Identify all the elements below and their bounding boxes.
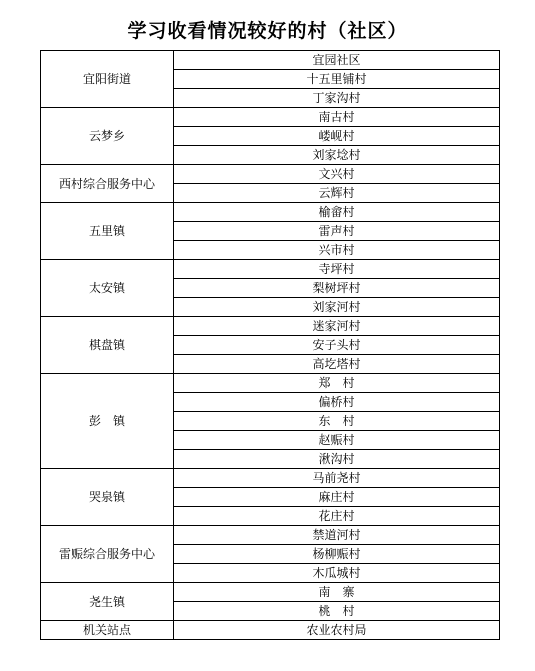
village-table-body bbox=[41, 51, 500, 640]
village-cell: 榆畲村 bbox=[174, 203, 500, 222]
village-cell: 十五里铺村 bbox=[174, 70, 500, 89]
table-row bbox=[41, 260, 500, 279]
village-cell: 湫沟村 bbox=[174, 450, 500, 469]
village-cell: 麻庄村 bbox=[174, 488, 500, 507]
village-cell: 花庄村 bbox=[174, 507, 500, 526]
table-row bbox=[41, 165, 500, 184]
village-cell: 杨柳赈村 bbox=[174, 545, 500, 564]
town-cell: 机关站点 bbox=[41, 621, 174, 640]
village-cell: 寺坪村 bbox=[174, 260, 500, 279]
town-cell: 云梦乡 bbox=[41, 108, 174, 165]
village-cell: 东 村 bbox=[174, 412, 500, 431]
village-cell: 木瓜城村 bbox=[174, 564, 500, 583]
table-row bbox=[41, 317, 500, 336]
village-cell: 刘家河村 bbox=[174, 298, 500, 317]
village-cell: 雷声村 bbox=[174, 222, 500, 241]
village-cell: 刘家埝村 bbox=[174, 146, 500, 165]
town-cell: 五里镇 bbox=[41, 203, 174, 260]
village-cell: 南古村 bbox=[174, 108, 500, 127]
village-cell: 桃 村 bbox=[174, 602, 500, 621]
table-row bbox=[41, 583, 500, 602]
town-cell: 棋盘镇 bbox=[41, 317, 174, 374]
village-cell: 赵赈村 bbox=[174, 431, 500, 450]
table-row bbox=[41, 526, 500, 545]
town-cell: 哭泉镇 bbox=[41, 469, 174, 526]
village-table bbox=[40, 50, 500, 640]
town-cell: 太安镇 bbox=[41, 260, 174, 317]
town-cell: 宜阳街道 bbox=[41, 51, 174, 108]
town-cell: 彭 镇 bbox=[41, 374, 174, 469]
town-cell: 尧生镇 bbox=[41, 583, 174, 621]
table-row bbox=[41, 203, 500, 222]
village-cell: 偏桥村 bbox=[174, 393, 500, 412]
town-cell: 西村综合服务中心 bbox=[41, 165, 174, 203]
village-cell: 宜园社区 bbox=[174, 51, 500, 70]
village-cell: 嵝岘村 bbox=[174, 127, 500, 146]
village-cell: 兴市村 bbox=[174, 241, 500, 260]
table-row bbox=[41, 51, 500, 70]
village-cell: 郑 村 bbox=[174, 374, 500, 393]
village-cell: 高圪塔村 bbox=[174, 355, 500, 374]
table-row bbox=[41, 621, 500, 640]
town-cell: 雷赈综合服务中心 bbox=[41, 526, 174, 583]
village-cell: 丁家沟村 bbox=[174, 89, 500, 108]
village-cell: 安子头村 bbox=[174, 336, 500, 355]
village-cell: 云辉村 bbox=[174, 184, 500, 203]
village-cell: 文兴村 bbox=[174, 165, 500, 184]
page-title: 学习收看情况较好的村（社区） bbox=[127, 20, 408, 42]
village-cell: 南 寨 bbox=[174, 583, 500, 602]
table-row bbox=[41, 374, 500, 393]
table-row bbox=[41, 108, 500, 127]
village-cell: 农业农村局 bbox=[174, 621, 500, 640]
village-cell: 梨树坪村 bbox=[174, 279, 500, 298]
table-row bbox=[41, 469, 500, 488]
village-cell: 禁道河村 bbox=[174, 526, 500, 545]
village-cell: 马前尧村 bbox=[174, 469, 500, 488]
village-cell: 迷家河村 bbox=[174, 317, 500, 336]
